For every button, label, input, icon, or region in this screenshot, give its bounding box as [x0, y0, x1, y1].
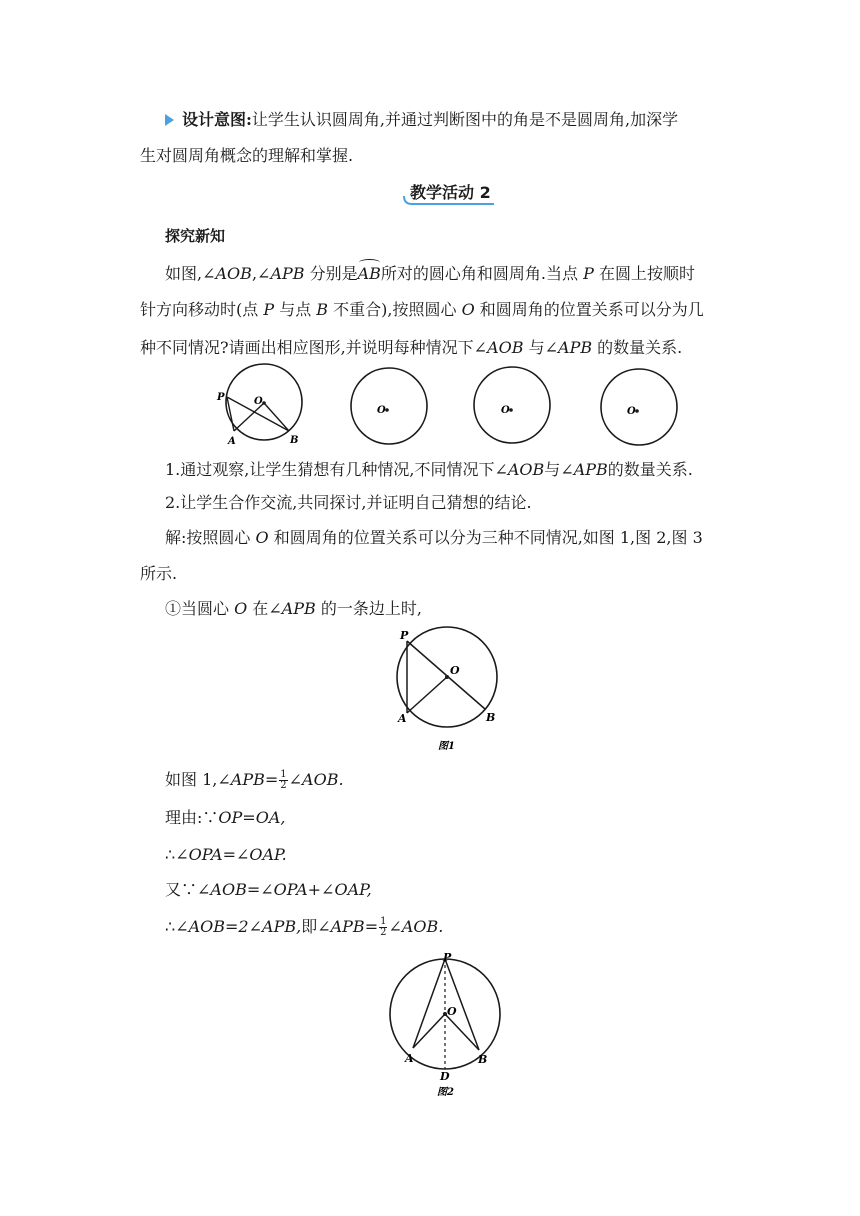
- case-1-line: ①当圆心 O 在∠APB 的一条边上时,: [165, 599, 422, 618]
- paragraph-1-line-3: 种不同情况?请画出相应图形,并说明每种情况下∠AOB 与∠APB 的数量关系.: [140, 338, 683, 357]
- proof-line-3: ∴∠OPA=∠OAP.: [165, 845, 287, 864]
- proof-line-5: ∴∠AOB=2∠APB,即∠APB= $\frac{1}{2}$ ∠AOB.: [165, 916, 444, 938]
- blank-circle-2: [351, 368, 427, 444]
- item-1: 1.通过观察,让学生猜想有几种情况,不同情况下∠AOB与∠APB的数量关系.: [165, 460, 693, 479]
- fig2-label-b: B: [478, 1053, 488, 1066]
- arc-ab: AB: [358, 262, 381, 286]
- label-p: P: [217, 392, 225, 403]
- fig1-label-p: P: [400, 629, 409, 642]
- design-intent-text-2: 生对圆周角概念的理解和掌握.: [140, 146, 354, 165]
- design-intent-text: 让学生认识圆周角,并通过判断图中的角是不是圆周角,加深学: [251, 110, 679, 129]
- svg-text:O: O: [377, 405, 386, 416]
- paragraph-1-line-1: 如图,∠AOB,∠APB 分别是AB所对的圆心角和圆周角.当点 P 在圆上按顺时: [165, 262, 695, 286]
- activity-heading-text: 教学活动 2: [410, 183, 491, 202]
- play-triangle-icon: [165, 114, 174, 126]
- fig2-label-o: O: [447, 1005, 457, 1018]
- fig1-label-o: O: [450, 664, 460, 677]
- fig2-label-a: A: [405, 1052, 414, 1065]
- heading-underline-icon: [402, 178, 496, 208]
- four-circles-figure: [205, 360, 685, 450]
- fig1-label-a: A: [398, 712, 407, 725]
- item-2: 2.让学生合作交流,共同探讨,并证明自己猜想的结论.: [165, 493, 532, 512]
- design-intent-line: [165, 108, 678, 132]
- proof-line-4: 又∵∠AOB=∠OPA+∠OAP,: [165, 880, 372, 899]
- blank-circle-3: [474, 367, 550, 443]
- fig1-caption: 图1: [438, 741, 455, 752]
- solution-line-1: 解:按照圆心 O 和圆周角的位置关系可以分为三种不同情况,如图 1,图 2,图 3: [165, 528, 703, 547]
- label-a: A: [228, 436, 236, 447]
- figure-2: [385, 952, 505, 1102]
- proof-line-1: 如图 1,∠APB= $\frac{1}{2}$ ∠AOB.: [165, 769, 344, 791]
- paragraph-1-line-2: 针方向移动时(点 P 与点 B 不重合),按照圆心 O 和圆周角的位置关系可以分为几: [140, 300, 704, 319]
- activity-heading: [402, 178, 496, 208]
- label-b: B: [290, 435, 299, 446]
- solution-line-2: 所示.: [140, 564, 178, 583]
- blank-circle-4: [601, 369, 677, 445]
- design-intent-label: 设计意图:: [182, 110, 252, 129]
- svg-text:O: O: [627, 406, 636, 417]
- section-title: 探究新知: [165, 227, 226, 245]
- fig2-label-d: D: [440, 1070, 450, 1083]
- fraction-half-2: $\frac{1}{2}$: [380, 916, 387, 938]
- proof-line-2: 理由:∵OP=OA,: [165, 808, 286, 827]
- label-o: O: [254, 396, 263, 407]
- svg-text:O: O: [501, 405, 510, 416]
- fraction-half: $\frac{1}{2}$: [280, 769, 287, 791]
- fig1-label-b: B: [486, 711, 496, 724]
- figure-1: [390, 625, 505, 755]
- fig2-label-p: P: [443, 952, 452, 964]
- design-intent-line-2: [140, 144, 353, 168]
- fig2-caption: 图2: [437, 1087, 454, 1098]
- circle-figure-with-angle: [216, 364, 302, 447]
